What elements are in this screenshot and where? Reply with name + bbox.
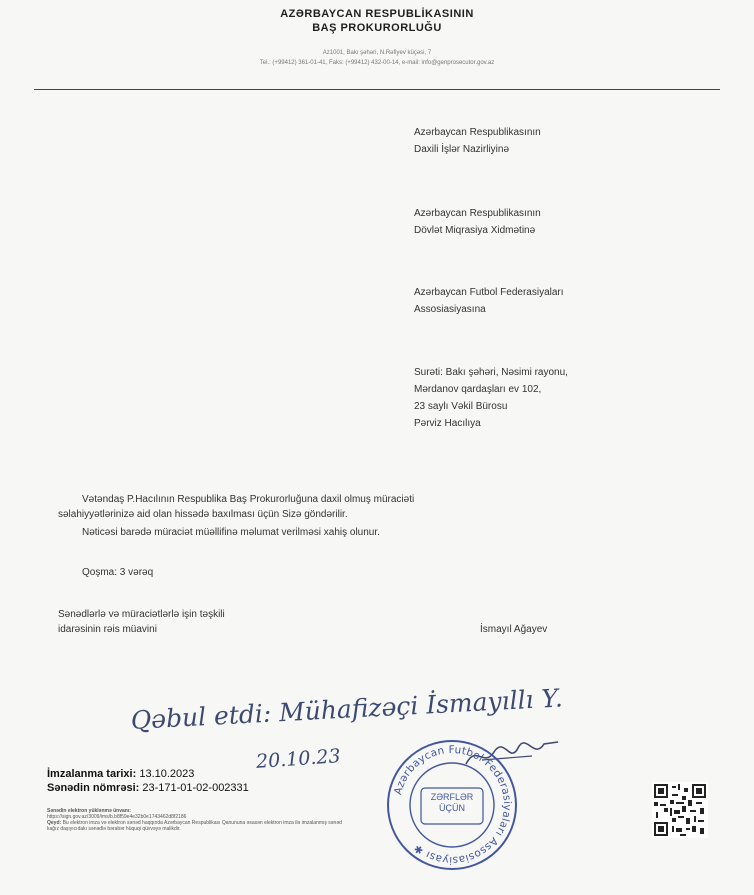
recipient-1-line1: Azərbaycan Respublikasının bbox=[414, 127, 541, 138]
signing-date-value: 13.10.2023 bbox=[139, 768, 195, 780]
recipient-1-line2: Daxili İşlər Nazirliyinə bbox=[414, 144, 510, 155]
qr-code-icon bbox=[652, 782, 708, 838]
signatory-name: İsmayıl Ağayev bbox=[480, 624, 548, 635]
note-label: Qeyd: bbox=[47, 820, 62, 826]
recipient-3-line1: Azərbaycan Futbol Federasiyaları bbox=[414, 287, 564, 298]
header-divider bbox=[34, 89, 720, 90]
org-contacts: Tel.: (+99412) 361-01-41, Faks: (+99412) 432-00-14, e-mail: info@genprosecutor.gov.az bbox=[259, 60, 495, 66]
copy-to-block bbox=[414, 364, 568, 432]
stamp-center-line2: ÜÇÜN bbox=[439, 803, 465, 813]
body-para1-line2: səlahiyyətlərinizə aid olan hissədə baxılması üçün Sizə göndərilir. bbox=[58, 509, 348, 520]
org-address: Az1001, Bakı şəhəri, N.Rəfiyev küçəsi, 7 bbox=[322, 50, 432, 56]
signing-date-label: İmzalanma tarixi: bbox=[47, 768, 137, 780]
recipient-1 bbox=[414, 124, 541, 158]
signatory-title-line1: Sənədlərlə və müraciətlərlə işin təşkili bbox=[58, 609, 225, 620]
copy-to-line4: Pərviz Hacılıya bbox=[414, 418, 481, 429]
recipient-2 bbox=[414, 205, 541, 239]
handwritten-receipt-note: Qəbul etdi: Mühafizəçi İsmayıllı Y. bbox=[130, 683, 564, 735]
org-name-line2: BAŞ PROKURORLUĞU bbox=[312, 22, 442, 34]
stamp-center bbox=[421, 792, 483, 814]
handwritten-date: 20.10.23 bbox=[255, 745, 342, 773]
recipient-2-line1: Azərbaycan Respublikasının bbox=[414, 208, 541, 219]
body-para1-line1: Vətəndaş P.Hacılının Respublika Baş Prokurorluğuna daxil olmuş müraciəti bbox=[82, 494, 415, 505]
recipient-2-line2: Dövlət Miqrasiya Xidmətinə bbox=[414, 225, 536, 236]
document-number-row bbox=[47, 782, 249, 794]
verification-label: Sənədin elektron yüklənmə ünvanı: bbox=[47, 808, 131, 814]
body-para2: Nəticəsi barədə müraciət müəllifinə məlumat verilməsi xahiş olunur. bbox=[82, 527, 380, 538]
document-number-label: Sənədin nömrəsi: bbox=[47, 782, 140, 794]
recipient-3 bbox=[414, 284, 564, 318]
stamp-center-line1: ZƏRFLƏR bbox=[430, 792, 474, 802]
recipient-3-line2: Assosiasiyasına bbox=[414, 304, 486, 315]
attachment-note: Qoşma: 3 vərəq bbox=[82, 567, 154, 578]
org-name-line1: AZƏRBAYCAN RESPUBLİKASININ bbox=[280, 8, 474, 20]
copy-to-line3: 23 saylı Vəkil Bürosu bbox=[414, 401, 508, 412]
svg-text:Azərbaycan Futbol Federasiyala: Azərbaycan Futbol Federasiyaları Assosiasiyası ✱ bbox=[392, 743, 514, 867]
verification-block bbox=[47, 808, 347, 832]
signing-date-row bbox=[47, 768, 194, 780]
signatory-title-line2: idarəsinin rəis müavini bbox=[58, 624, 157, 635]
copy-to-line1: Surəti: Bakı şəhəri, Nəsimi rayonu, bbox=[414, 367, 568, 378]
document-number-value: 23-171-01-02-002331 bbox=[142, 782, 249, 794]
verification-url[interactable]: https://sign.gov.az/3009/ims/b.b8f59e4e32b0e1743462d8f2186 bbox=[47, 814, 187, 820]
copy-to-line2: Mərdanov qardaşları ev 102, bbox=[414, 384, 542, 395]
note-text: Bu elektron imza və elektron sənəd haqqında Azərbaycan Respublikası Qanununa əsasən elektron imza ilə imzalanmış sənəd kağız daşıyıcıdakı sənədlə bərabər hüquqi qüvvəyə malikdir. bbox=[47, 820, 342, 832]
